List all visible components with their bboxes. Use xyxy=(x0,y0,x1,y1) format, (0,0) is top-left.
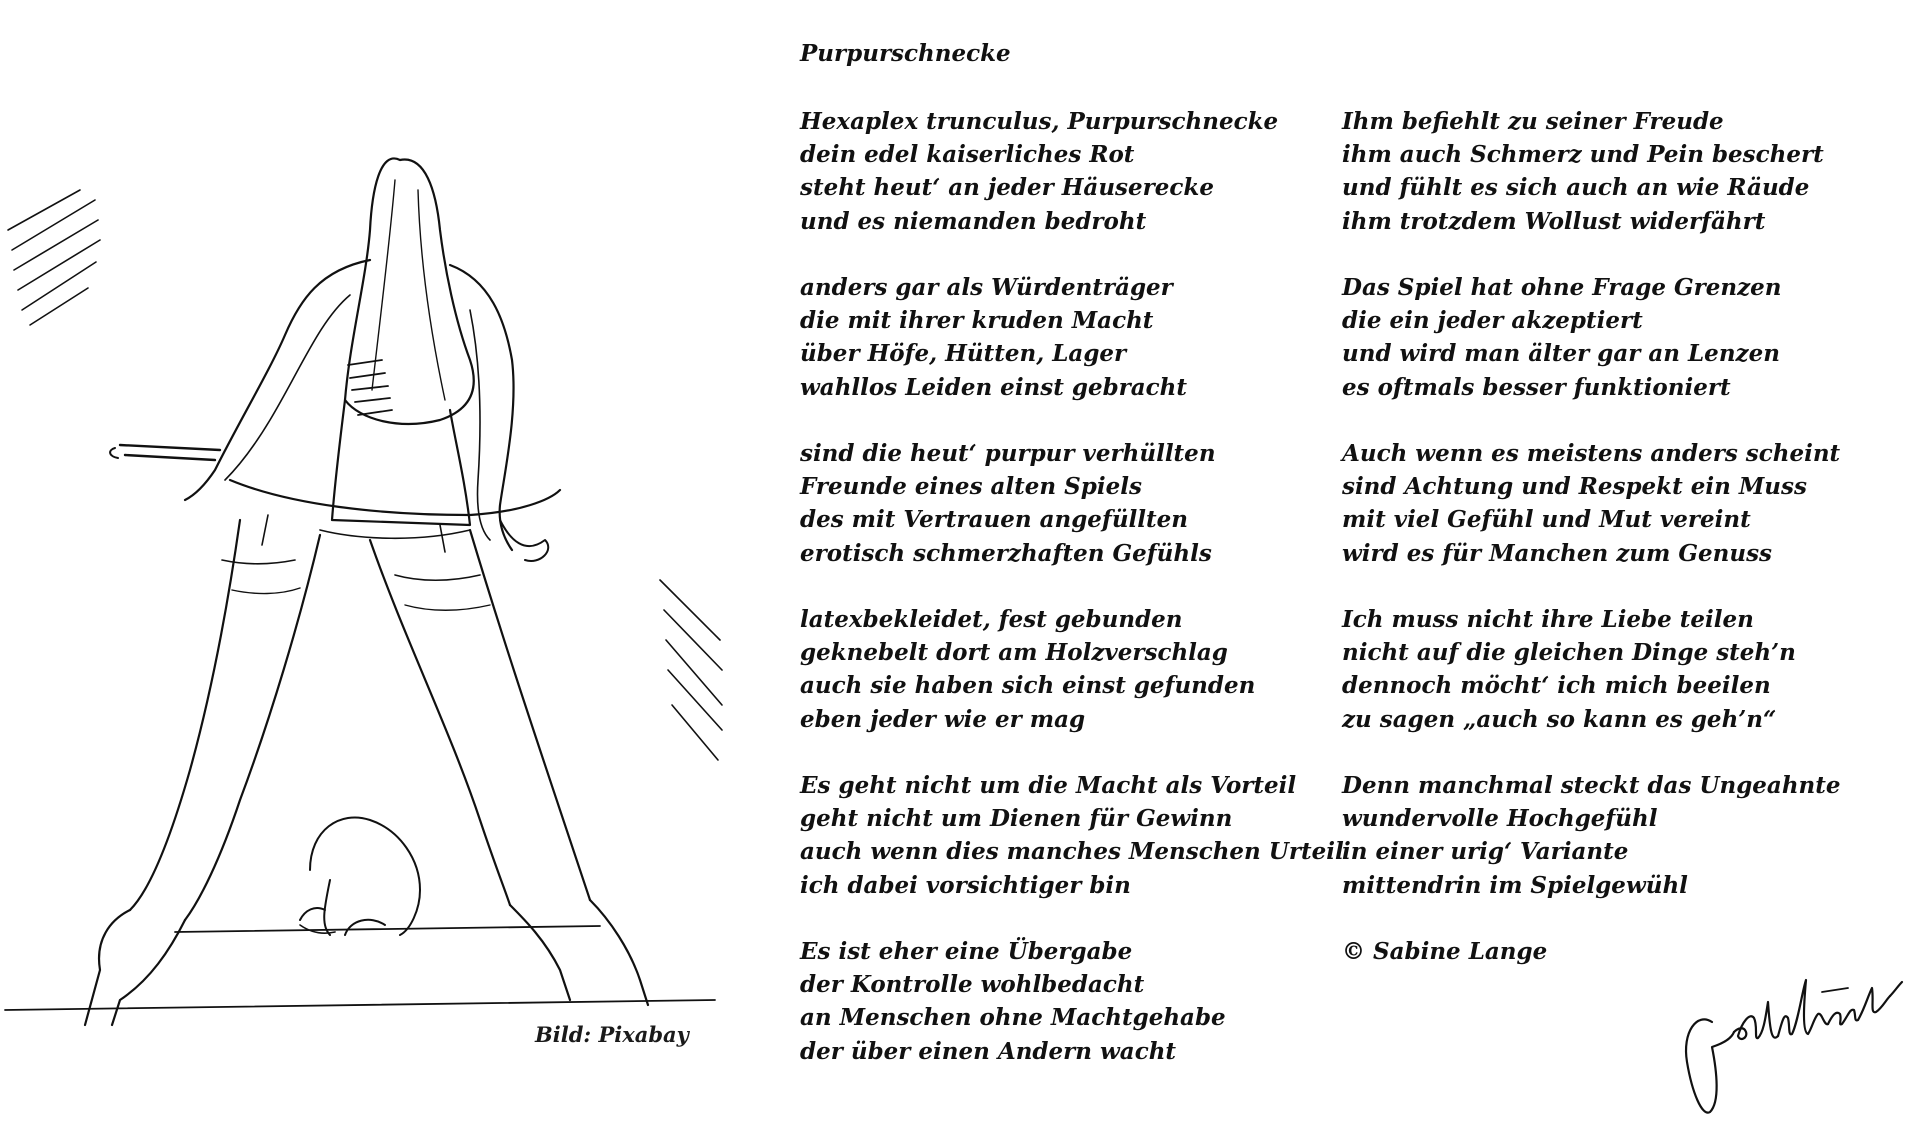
poem-column-left xyxy=(800,105,1344,1101)
floor-line-front xyxy=(5,1000,715,1010)
poem-line: Ich muss nicht ihre Liebe teilen xyxy=(1342,606,1754,633)
poem-line: in einer urig‘ Variante xyxy=(1342,838,1629,866)
poem-line: der über einen Andern wacht xyxy=(800,1037,1177,1065)
poem-line: wird es für Manchen zum Genuss xyxy=(1342,539,1772,567)
stanza xyxy=(800,105,1340,238)
stanza xyxy=(1342,769,1902,902)
poem-line: und es niemanden bedroht xyxy=(800,207,1147,235)
poem-line: auch wenn dies manches Menschen Urteil xyxy=(800,838,1344,866)
floor-line-back xyxy=(175,926,600,932)
poem-line: zu sagen „auch so kann es geh’n“ xyxy=(1342,705,1777,733)
left-arm xyxy=(185,260,370,500)
poem-line: es oftmals besser funktioniert xyxy=(1342,373,1731,401)
poem-line: geht nicht um Dienen für Gewinn xyxy=(800,805,1233,833)
poem-line: Freunde eines alten Spiels xyxy=(800,473,1142,501)
poem-line: erotisch schmerzhaften Gefühls xyxy=(800,539,1212,567)
poem-line: mittendrin im Spielgewühl xyxy=(1342,871,1688,899)
poem-line: ihm auch Schmerz und Pein beschert xyxy=(1342,141,1824,169)
poem-line: Ihm befiehlt zu seiner Freude xyxy=(1342,108,1724,135)
line-drawing-illustration xyxy=(0,120,730,1040)
poem-line: der Kontrolle wohlbedacht xyxy=(800,971,1145,999)
poem-line: die ein jeder akzeptiert xyxy=(1342,307,1643,335)
left-leg xyxy=(130,520,240,910)
signature-logo xyxy=(1672,952,1912,1122)
stanza xyxy=(1342,437,1902,570)
poem-line: Auch wenn es meistens anders scheint xyxy=(1342,440,1841,467)
poem-line: wahllos Leiden einst gebracht xyxy=(800,373,1188,401)
image-credit: Bild: Pixabay xyxy=(535,1022,689,1047)
poem-line: Hexaplex trunculus, Purpurschnecke xyxy=(800,108,1279,135)
poem-line: Das Spiel hat ohne Frage Grenzen xyxy=(1342,274,1782,301)
poem-line: anders gar als Würdenträger xyxy=(800,274,1173,301)
poem-line: ich dabei vorsichtiger bin xyxy=(800,871,1131,899)
poem-line: eben jeder wie er mag xyxy=(800,705,1086,733)
poem-line: über Höfe, Hütten, Lager xyxy=(800,340,1127,368)
poem-line: mit viel Gefühl und Mut vereint xyxy=(1342,506,1751,534)
poem-line: auch sie haben sich einst gefunden xyxy=(800,672,1256,700)
hair-outline xyxy=(345,158,474,423)
poem-line: sind Achtung und Respekt ein Muss xyxy=(1342,473,1807,501)
stanza xyxy=(800,437,1340,570)
poem-line: Es geht nicht um die Macht als Vorteil xyxy=(800,772,1297,799)
poem-line: Denn manchmal steckt das Ungeahnte xyxy=(1342,772,1841,799)
stanza xyxy=(800,603,1340,736)
poem-line: nicht auf die gleichen Dinge steh’n xyxy=(1342,639,1796,667)
stanza xyxy=(800,935,1340,1068)
right-shoe xyxy=(510,900,648,1005)
stanza xyxy=(1342,271,1902,404)
poem-line: dein edel kaiserliches Rot xyxy=(800,141,1135,169)
torso-outline xyxy=(332,400,470,525)
poem-line: an Menschen ohne Machtgehabe xyxy=(800,1004,1226,1032)
corset-lacing xyxy=(348,360,392,415)
poem-line: dennoch möcht‘ ich mich beeilen xyxy=(1342,672,1771,700)
poem-line: des mit Vertrauen angefüllten xyxy=(800,506,1189,534)
kneeling-figure xyxy=(300,817,420,935)
right-arm xyxy=(450,265,514,550)
copyright-notice: © Sabine Lange xyxy=(1342,938,1548,965)
poem-line: latexbekleidet, fest gebunden xyxy=(800,606,1183,633)
poem-line: geknebelt dort am Holzverschlag xyxy=(800,639,1228,667)
skirt-hem xyxy=(230,480,560,515)
stanza xyxy=(1342,105,1902,238)
poem-line: Es ist eher eine Übergabe xyxy=(800,938,1133,965)
poem-line: ihm trotzdem Wollust widerfährt xyxy=(1342,207,1766,235)
poem-line: sind die heut‘ purpur verhüllten xyxy=(800,440,1216,467)
poem-title: Purpurschnecke xyxy=(800,40,1011,67)
poem-line: die mit ihrer kruden Macht xyxy=(800,307,1154,335)
stanza xyxy=(1342,603,1902,736)
hatch-strokes-right xyxy=(660,580,722,760)
stanza xyxy=(800,271,1340,404)
poem-line: und fühlt es sich auch an wie Räude xyxy=(1342,174,1810,202)
hatch-strokes-left xyxy=(8,190,100,325)
poem-line: steht heut‘ an jeder Häuserecke xyxy=(800,174,1214,202)
poem-line: und wird man älter gar an Lenzen xyxy=(1342,340,1780,368)
crop-handle xyxy=(120,445,220,460)
poem-column-right xyxy=(1342,105,1902,968)
poem-line: wundervolle Hochgefühl xyxy=(1342,805,1658,833)
stanza xyxy=(800,769,1344,902)
